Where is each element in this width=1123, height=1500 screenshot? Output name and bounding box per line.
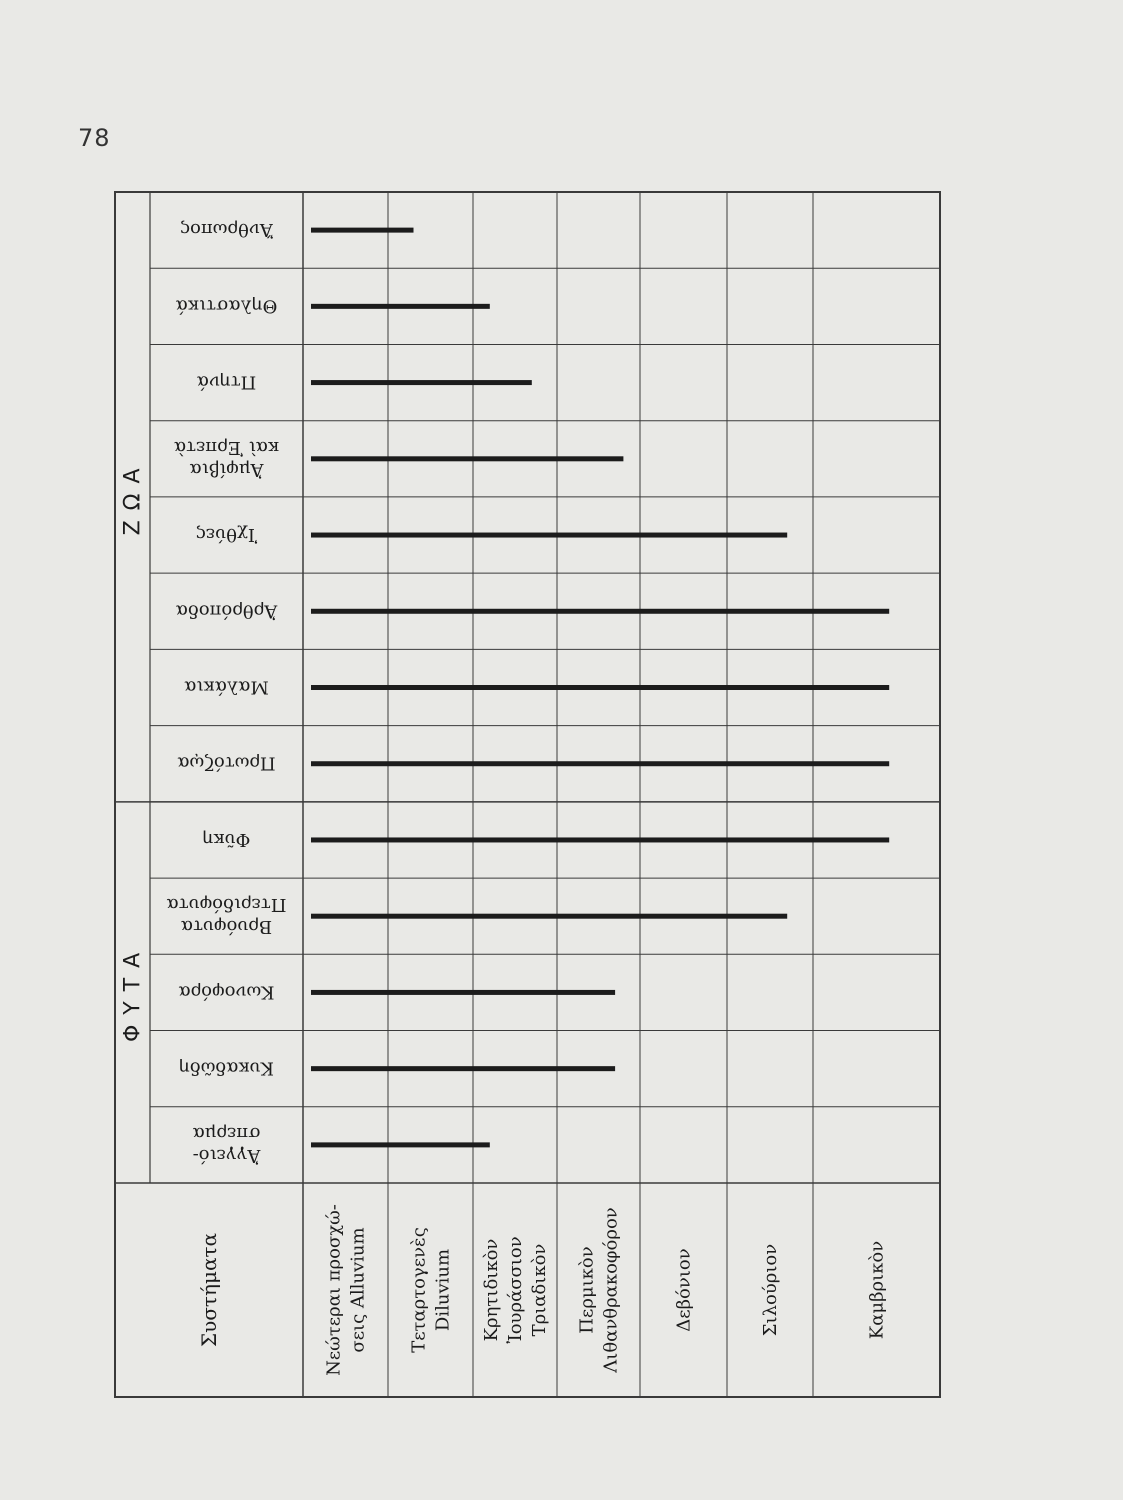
row-label: Μαλάκια [184, 676, 269, 698]
system-label-1: Νεώτεραι προσχώ- σεις Alluvium [323, 1204, 369, 1376]
bar-12 [311, 304, 490, 309]
bar-3 [311, 990, 615, 995]
bar-5 [311, 837, 889, 842]
chart-labels [121, 219, 888, 1376]
bar-9 [311, 533, 787, 538]
systems-header: Συστήματα [197, 1232, 221, 1348]
row-label: Πρωτόζῳα [177, 752, 276, 774]
system-label-4: Περμικὸν Λιθανθρακοφόρον [576, 1207, 622, 1373]
bar-1 [311, 1142, 490, 1147]
bar-6 [311, 761, 889, 766]
page-number: 78 [78, 124, 111, 152]
group-label-1: ΦΥΤΑ [120, 942, 146, 1043]
row-label: ΒρυόφυταΠτεριδόφυτα [166, 894, 287, 938]
bar-2 [311, 1066, 615, 1071]
system-label-7: Καμβρικὸν [866, 1240, 888, 1340]
row-label: Πτηνά [196, 371, 257, 393]
row-label: Φῦκη [202, 828, 251, 850]
system-label-6: Σιλούριον [760, 1243, 781, 1337]
row-label: Κυκαδῶδη [179, 1057, 274, 1079]
row-label: Ἀμφίβιακαὶ Ἑρπετὰ [173, 436, 280, 480]
row-label: Θηλαστικά [175, 295, 278, 317]
system-label-2: Τεταρτογενὲς Diluvium [408, 1227, 454, 1353]
bar-10 [311, 456, 623, 461]
bar-13 [311, 228, 414, 233]
bar-11 [311, 380, 532, 385]
bar-7 [311, 685, 889, 690]
row-label: Κωνοφόρα [178, 981, 275, 1003]
row-label: Ἀρθρόποδα [175, 600, 278, 622]
bar-8 [311, 609, 889, 614]
chart-bars [311, 228, 889, 1148]
row-label: Ἰχθύες [195, 524, 258, 546]
row-label: Ἀγγειό-σπερμα [192, 1122, 261, 1166]
system-label-5: Δεβόνιον [673, 1248, 695, 1332]
system-label-3: Κρητιδικὸν Ἰουράσσιον Τριαδικὸν [481, 1236, 550, 1344]
group-label-2: ΖΩΑ [120, 458, 146, 536]
row-label: Ἄνθρωπος [180, 219, 273, 241]
bar-4 [311, 914, 787, 919]
